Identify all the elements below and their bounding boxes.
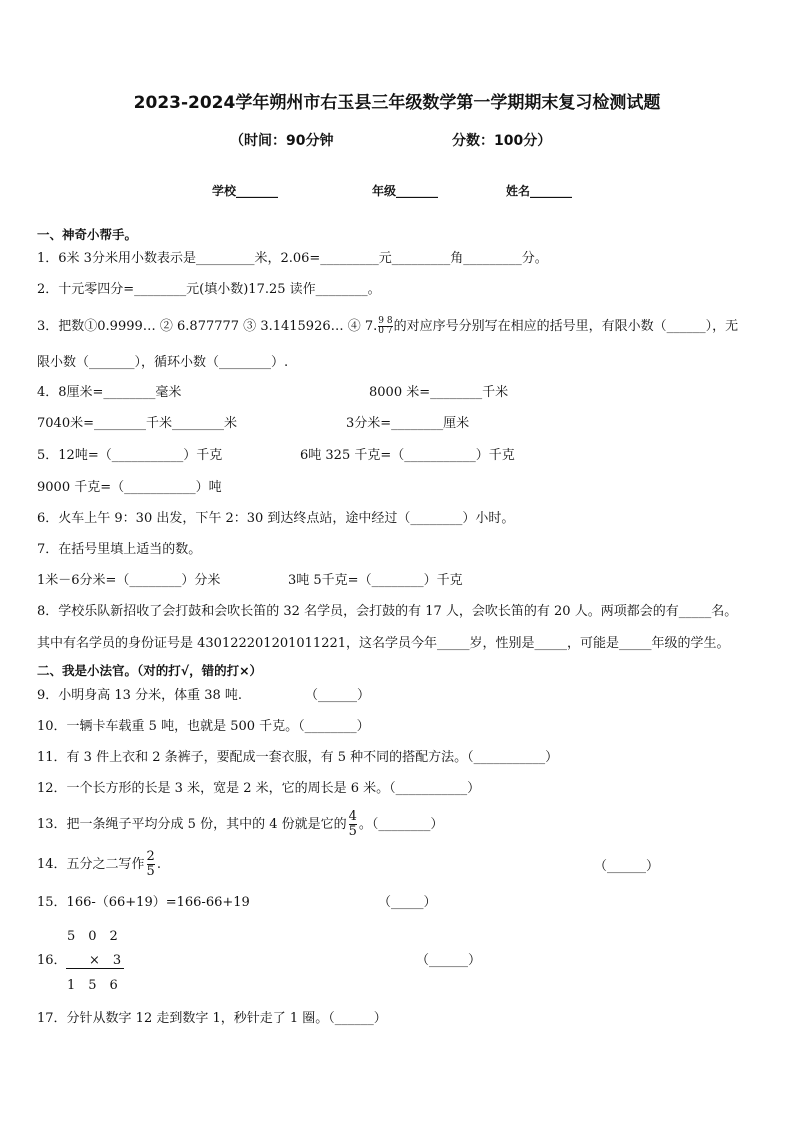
repeating-digits-bottom: 0 7 [378,326,393,336]
question-13-answer: 。（________） [358,817,444,832]
question-7: 7．在括号里填上适当的数。 [37,542,202,557]
name-field: 姓名_______ [506,184,573,198]
question-5-c: 9000 千克=（___________）吨 [37,480,222,495]
question-3 [37,317,738,336]
question-13-text: 13．把一条绳子平均分成 5 份，其中的 4 份就是它的 [37,817,347,832]
question-8-continued: 其中有名学员的身份证号是 430122201201011221，这名学员今年_____岁，性别是_____，可能是_____年级的学生。 [37,636,730,651]
question-4-b: 8000 米=________千米 [369,385,509,400]
fraction-denominator: 5 [348,824,357,839]
question-4-d: 3分米=________厘米 [346,416,470,431]
question-8: 8．学校乐队新招收了会打鼓和会吹长笛的 32 名学员，会打鼓的有 17 人，会吹长笛的有 20 人。两项都会的有_____名。 [37,604,738,619]
question-16-answer: （______） [416,953,482,968]
grade-field: 年级_______ [372,184,439,198]
question-13 [37,810,443,839]
question-5-b: 6吨 325 千克=（___________）千克 [300,448,515,463]
fraction-numerator: 4 [348,809,357,824]
question-14-period: . [156,857,161,872]
question-4-c: 7040米=________千米________米 [37,416,237,431]
question-7-b: 3吨 5千克=（________）千克 [288,573,463,588]
school-field: 学校_______ [212,184,279,198]
page-title: 2023-2024学年朔州市右玉县三年级数学第一学期期末复习检测试题 [133,93,661,113]
section-1-title: 一、神奇小帮手。 [37,227,138,242]
question-6: 6．火车上午 9：30 出发，下午 2：30 到达终点站，途中经过（________）小时。 [37,511,515,526]
section-2-title: 二、我是小法官。（对的打√，错的打×） [37,663,263,678]
question-5-a: 5．12吨=（___________）千克 [37,448,223,463]
question-11: 11．有 3 件上衣和 2 条裤子，要配成一套衣服，有 5 种不同的搭配方法。（___________） [37,750,559,765]
question-12: 12．一个长方形的长是 3 米，宽是 2 米，它的周长是 6 米。（___________） [37,781,481,796]
question-7-a: 1米－6分米=（________）分米 [37,573,221,588]
fraction-denominator: 5 [146,864,155,879]
question-3-continued: 限小数（_______），循环小数（________）. [37,355,289,370]
question-16-label: 16． [37,953,67,968]
question-4-a: 4．8厘米=________毫米 [37,385,182,400]
question-9: 9．小明身高 13 分米，体重 38 吨. [37,688,243,703]
question-17: 17．分针从数字 12 走到数字 1，秒针走了 1 圈。（______） [37,1011,387,1026]
repeating-digits-top: 9 8 [378,316,393,326]
multiplication-product: 1 5 6 [67,978,118,993]
fraction-numerator: 2 [146,849,155,864]
multiplication-multiplicand: 5 0 2 [67,929,118,944]
question-1: 1．6米 3分米用小数表示是_________米，2.06=_________元_________角_________分。 [37,251,548,266]
repeating-decimal-digits [378,317,392,336]
question-2: 2．十元零四分=________元(填小数)17.25 读作________。 [37,282,381,297]
question-14 [37,850,161,879]
question-9-answer: （______） [305,688,371,703]
question-10: 10．一辆卡车载重 5 吨，也就是 500 千克。（________） [37,719,370,734]
question-15-answer: （_____） [378,895,437,910]
multiplication-multiplier: × 3 [89,953,122,968]
multiplication-line [66,968,124,969]
question-14-answer: （______） [594,859,660,874]
question-3-part-a: 3．把数①0.9999… ② 6.877777 ③ 3.1415926… ④ 7. [37,319,378,334]
fraction-two-fifths [147,850,155,879]
exam-time: （时间：90分钟 [230,133,334,149]
question-15: 15．166-（66+19）=166-66+19 [37,895,250,910]
fraction-four-fifths [349,810,357,839]
question-14-text: 14．五分之二写作 [37,857,145,872]
exam-score: 分数：100分） [452,133,552,149]
question-3-part-b: 的对应序号分别写在相应的括号里，有限小数（______），无 [393,319,739,334]
